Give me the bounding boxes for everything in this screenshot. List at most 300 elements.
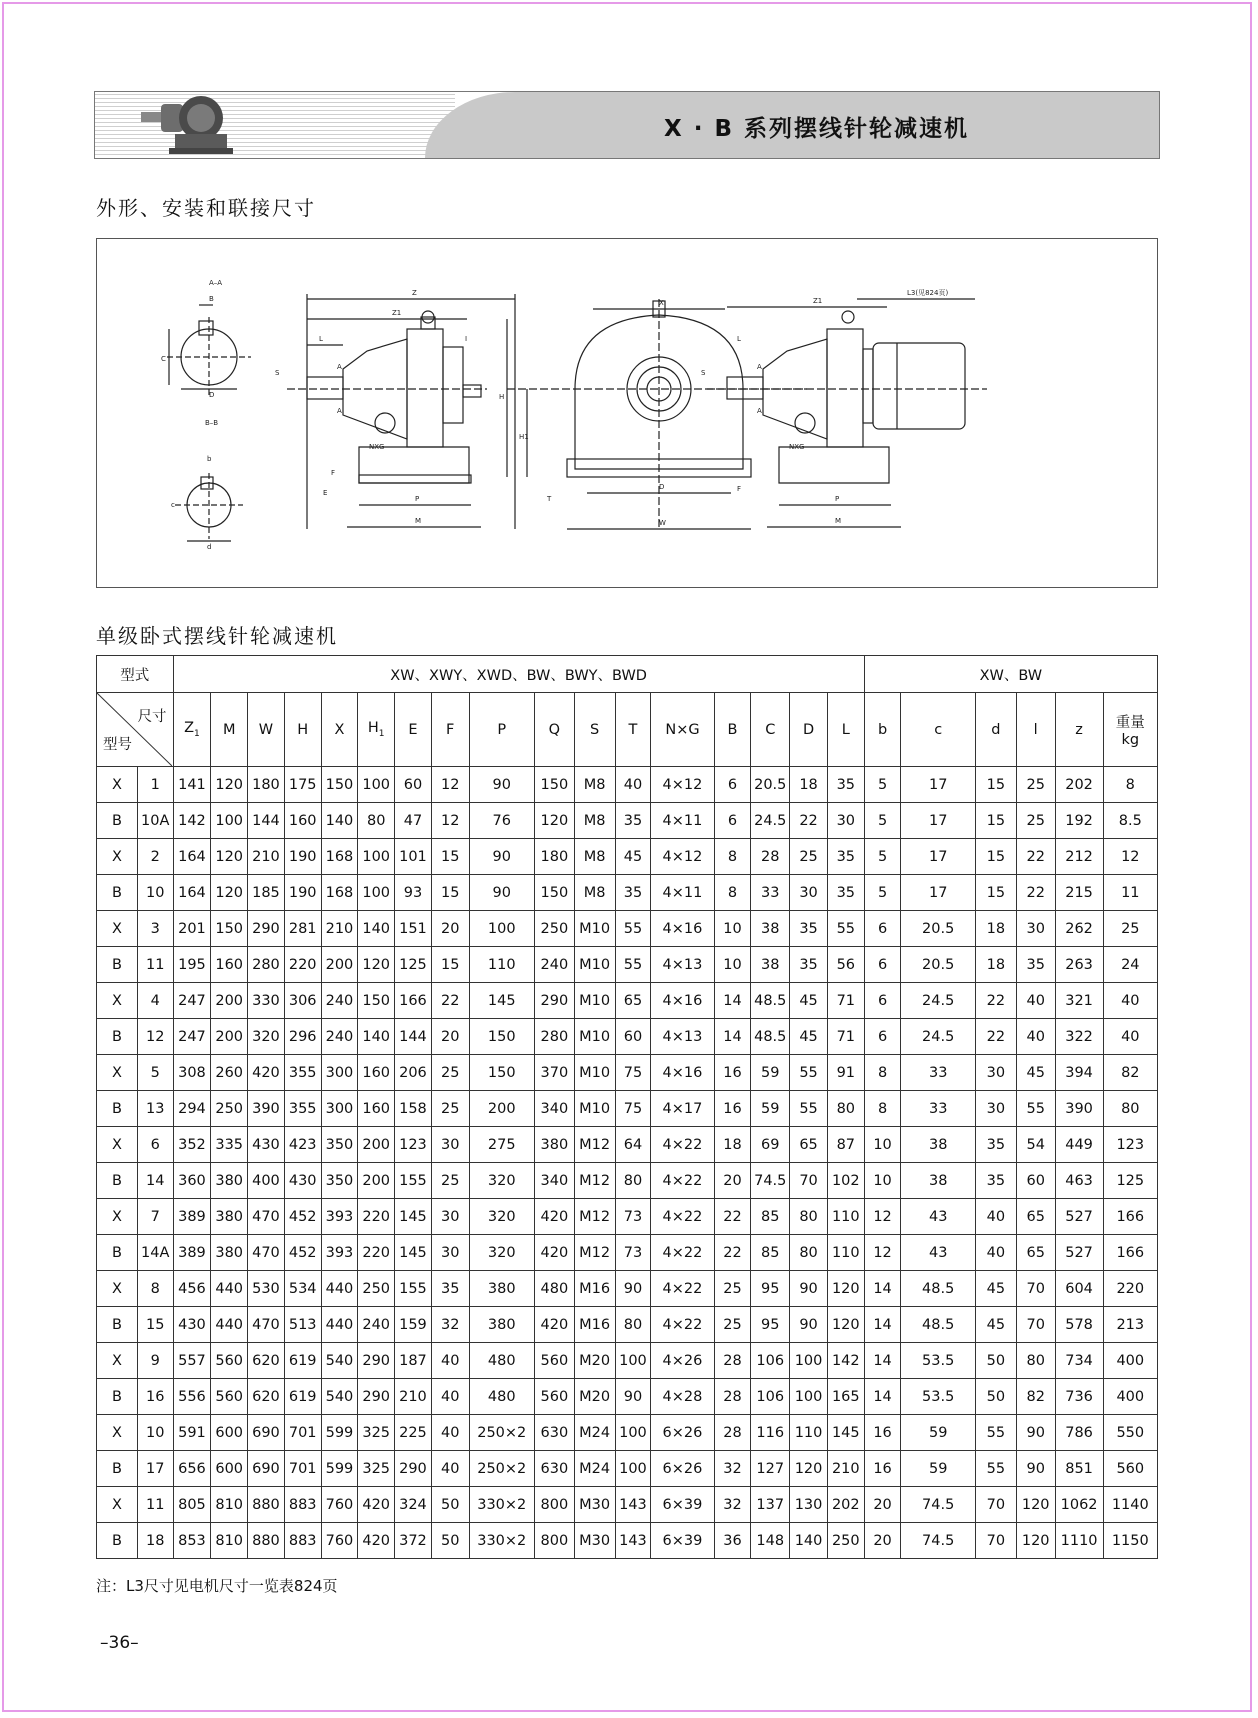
table-cell: 141 bbox=[173, 767, 211, 803]
header-type: 型式 bbox=[97, 656, 174, 693]
table-cell: 335 bbox=[211, 1127, 248, 1163]
table-cell: 280 bbox=[534, 1019, 574, 1055]
table-cell: 25 bbox=[431, 1055, 469, 1091]
table-cell: B bbox=[97, 875, 138, 911]
table-row bbox=[97, 1199, 1158, 1235]
table-row bbox=[97, 1415, 1158, 1451]
table-cell: 14 bbox=[864, 1379, 901, 1415]
table-cell: 18 bbox=[975, 911, 1016, 947]
table-cell: 166 bbox=[1103, 1235, 1157, 1271]
table-row bbox=[97, 839, 1158, 875]
table-cell: 2 bbox=[137, 839, 173, 875]
col-D: D bbox=[790, 693, 828, 767]
table-cell: 810 bbox=[211, 1523, 248, 1559]
table-cell: 125 bbox=[395, 947, 432, 983]
table-cell: 736 bbox=[1055, 1379, 1103, 1415]
table-cell: 150 bbox=[211, 911, 248, 947]
table-cell: 65 bbox=[1016, 1235, 1055, 1271]
table-cell: 463 bbox=[1055, 1163, 1103, 1199]
table-cell: 701 bbox=[284, 1451, 321, 1487]
table-cell: 145 bbox=[395, 1235, 432, 1271]
table-cell: 560 bbox=[534, 1343, 574, 1379]
table-cell: 85 bbox=[751, 1235, 790, 1271]
table-cell: 22 bbox=[975, 1019, 1016, 1055]
table-cell: 120 bbox=[1016, 1523, 1055, 1559]
table-cell: 142 bbox=[173, 803, 211, 839]
table-cell: 35 bbox=[827, 767, 864, 803]
table-cell: 45 bbox=[975, 1307, 1016, 1343]
table-cell: 40 bbox=[1016, 983, 1055, 1019]
table-cell: 1 bbox=[137, 767, 173, 803]
table-cell: 853 bbox=[173, 1523, 211, 1559]
table-cell: M20 bbox=[574, 1379, 615, 1415]
table-cell: 440 bbox=[211, 1307, 248, 1343]
table-cell: 10 bbox=[137, 875, 173, 911]
table-cell: 4×11 bbox=[651, 875, 714, 911]
table-cell: 150 bbox=[321, 767, 358, 803]
table-cell: 3 bbox=[137, 911, 173, 947]
table-cell: 35 bbox=[1016, 947, 1055, 983]
table-cell: 420 bbox=[358, 1487, 395, 1523]
table-cell: 100 bbox=[790, 1379, 828, 1415]
table-cell: 150 bbox=[358, 983, 395, 1019]
table-cell: 30 bbox=[1016, 911, 1055, 947]
table-cell: 25 bbox=[714, 1271, 751, 1307]
table-cell: 393 bbox=[321, 1235, 358, 1271]
table-cell: 43 bbox=[901, 1235, 976, 1271]
label-c: c bbox=[171, 501, 175, 509]
table-cell: 370 bbox=[534, 1055, 574, 1091]
table-cell: 290 bbox=[358, 1343, 395, 1379]
table-cell: 4×11 bbox=[651, 803, 714, 839]
table-cell: 470 bbox=[248, 1199, 285, 1235]
table-cell: 50 bbox=[431, 1523, 469, 1559]
table-cell: 22 bbox=[431, 983, 469, 1019]
table-cell: 210 bbox=[248, 839, 285, 875]
table-cell: 591 bbox=[173, 1415, 211, 1451]
table-cell: 630 bbox=[534, 1415, 574, 1451]
table-cell: M16 bbox=[574, 1271, 615, 1307]
table-row bbox=[97, 1307, 1158, 1343]
table-cell: M8 bbox=[574, 803, 615, 839]
table-cell: 100 bbox=[469, 911, 534, 947]
table-cell: X bbox=[97, 1343, 138, 1379]
table-cell: 48.5 bbox=[901, 1271, 976, 1307]
table-cell: 390 bbox=[1055, 1091, 1103, 1127]
table-cell: 71 bbox=[827, 1019, 864, 1055]
table-cell: 91 bbox=[827, 1055, 864, 1091]
table-cell: 12 bbox=[864, 1235, 901, 1271]
table-cell: X bbox=[97, 1127, 138, 1163]
table-cell: 449 bbox=[1055, 1127, 1103, 1163]
label-d: d bbox=[207, 543, 212, 551]
table-cell: 220 bbox=[284, 947, 321, 983]
table-cell: 440 bbox=[321, 1307, 358, 1343]
table-cell: 55 bbox=[1016, 1091, 1055, 1127]
table-cell: 14 bbox=[137, 1163, 173, 1199]
table-cell: 35 bbox=[431, 1271, 469, 1307]
table-cell: 143 bbox=[615, 1523, 651, 1559]
table-cell: 33 bbox=[751, 875, 790, 911]
table-cell: 33 bbox=[901, 1091, 976, 1127]
table-cell: B bbox=[97, 1451, 138, 1487]
col-S: S bbox=[574, 693, 615, 767]
table-cell: 5 bbox=[137, 1055, 173, 1091]
table-cell: 82 bbox=[1103, 1055, 1157, 1091]
table-cell: 110 bbox=[790, 1415, 828, 1451]
table-cell: 151 bbox=[395, 911, 432, 947]
table-cell: 786 bbox=[1055, 1415, 1103, 1451]
table-cell: 166 bbox=[395, 983, 432, 1019]
table-cell: 200 bbox=[321, 947, 358, 983]
table-cell: 360 bbox=[173, 1163, 211, 1199]
table-cell: 148 bbox=[751, 1523, 790, 1559]
table-cell: 120 bbox=[790, 1451, 828, 1487]
table-cell: 123 bbox=[395, 1127, 432, 1163]
table-cell: 150 bbox=[469, 1055, 534, 1091]
table-cell: 210 bbox=[395, 1379, 432, 1415]
table-cell: 190 bbox=[284, 875, 321, 911]
table-cell: 35 bbox=[615, 803, 651, 839]
table-cell: 47 bbox=[395, 803, 432, 839]
label-P: P bbox=[415, 495, 420, 503]
table-row bbox=[97, 767, 1158, 803]
label-front-D: D bbox=[659, 483, 665, 491]
table-cell: 100 bbox=[615, 1343, 651, 1379]
table-cell: 142 bbox=[827, 1343, 864, 1379]
table-cell: 140 bbox=[321, 803, 358, 839]
table-cell: 200 bbox=[469, 1091, 534, 1127]
table-cell: 25 bbox=[790, 839, 828, 875]
table-cell: 40 bbox=[431, 1451, 469, 1487]
table-cell: 5 bbox=[864, 767, 901, 803]
table-cell: 420 bbox=[534, 1235, 574, 1271]
table-cell: 53.5 bbox=[901, 1379, 976, 1415]
table-cell: 53.5 bbox=[901, 1343, 976, 1379]
table-cell: 55 bbox=[615, 911, 651, 947]
table-cell: 70 bbox=[790, 1163, 828, 1199]
table-cell: M8 bbox=[574, 767, 615, 803]
table-cell: 1110 bbox=[1055, 1523, 1103, 1559]
table-row bbox=[97, 947, 1158, 983]
table-cell: 880 bbox=[248, 1487, 285, 1523]
label-L3: L3(见824页) bbox=[907, 289, 949, 297]
table-cell: 80 bbox=[790, 1235, 828, 1271]
table-cell: 40 bbox=[431, 1415, 469, 1451]
table-cell: 90 bbox=[790, 1307, 828, 1343]
table-cell: 527 bbox=[1055, 1235, 1103, 1271]
table-cell: M24 bbox=[574, 1415, 615, 1451]
table-cell: 355 bbox=[284, 1055, 321, 1091]
table-cell: 160 bbox=[211, 947, 248, 983]
table-cell: 275 bbox=[469, 1127, 534, 1163]
table-cell: M12 bbox=[574, 1199, 615, 1235]
label-key-width-B: B bbox=[209, 295, 214, 303]
table-cell: M10 bbox=[574, 1055, 615, 1091]
table-cell: 101 bbox=[395, 839, 432, 875]
col-H: H bbox=[284, 693, 321, 767]
table-cell: 120 bbox=[211, 839, 248, 875]
table-cell: 16 bbox=[864, 1451, 901, 1487]
table-cell: 90 bbox=[615, 1379, 651, 1415]
label-motor-Z1: Z1 bbox=[813, 297, 823, 305]
table-cell: 175 bbox=[284, 767, 321, 803]
table-cell: 30 bbox=[975, 1091, 1016, 1127]
table-cell: 550 bbox=[1103, 1415, 1157, 1451]
table-cell: 164 bbox=[173, 839, 211, 875]
table-cell: 45 bbox=[1016, 1055, 1055, 1091]
table-cell: 59 bbox=[901, 1415, 976, 1451]
table-cell: 145 bbox=[469, 983, 534, 1019]
table-cell: 470 bbox=[248, 1235, 285, 1271]
label-D: D bbox=[209, 391, 215, 399]
table-cell: 389 bbox=[173, 1199, 211, 1235]
label-C: C bbox=[161, 355, 166, 363]
label-bb: B–B bbox=[205, 419, 219, 427]
table-cell: 40 bbox=[975, 1199, 1016, 1235]
table-cell: 701 bbox=[284, 1415, 321, 1451]
table-cell: M16 bbox=[574, 1307, 615, 1343]
table-cell: 28 bbox=[714, 1415, 751, 1451]
table-cell: X bbox=[97, 1055, 138, 1091]
table-cell: M10 bbox=[574, 947, 615, 983]
page-title: X · B 系列摆线针轮减速机 bbox=[663, 116, 969, 142]
table-cell: 106 bbox=[751, 1343, 790, 1379]
table-cell: 40 bbox=[615, 767, 651, 803]
table-cell: 1062 bbox=[1055, 1487, 1103, 1523]
table-cell: 70 bbox=[975, 1523, 1016, 1559]
table-cell: 48.5 bbox=[751, 1019, 790, 1055]
table-cell: 6 bbox=[714, 767, 751, 803]
table-cell: 15 bbox=[431, 947, 469, 983]
table-cell: 180 bbox=[534, 839, 574, 875]
table-cell: X bbox=[97, 911, 138, 947]
col-P: P bbox=[469, 693, 534, 767]
table-cell: 220 bbox=[358, 1199, 395, 1235]
table-cell: 18 bbox=[790, 767, 828, 803]
table-cell: 620 bbox=[248, 1343, 285, 1379]
table-cell: 540 bbox=[321, 1343, 358, 1379]
header-banner bbox=[94, 91, 1160, 159]
table-cell: 165 bbox=[827, 1379, 864, 1415]
table-cell: 22 bbox=[790, 803, 828, 839]
header-group-all-models: XW、XWY、XWD、BW、BWY、BWD bbox=[173, 656, 864, 693]
table-cell: 14A bbox=[137, 1235, 173, 1271]
table-cell: M30 bbox=[574, 1523, 615, 1559]
table-cell: 10 bbox=[864, 1163, 901, 1199]
table-cell: 420 bbox=[248, 1055, 285, 1091]
table-cell: 325 bbox=[358, 1451, 395, 1487]
table-cell: 90 bbox=[1016, 1415, 1055, 1451]
table-cell: 294 bbox=[173, 1091, 211, 1127]
table-cell: 160 bbox=[358, 1055, 395, 1091]
table-cell: 168 bbox=[321, 839, 358, 875]
table-cell: 4×22 bbox=[651, 1271, 714, 1307]
table-cell: 15 bbox=[975, 839, 1016, 875]
table-cell: 20 bbox=[431, 1019, 469, 1055]
header-model: 型号 bbox=[103, 737, 132, 753]
table-cell: 102 bbox=[827, 1163, 864, 1199]
table-cell: 155 bbox=[395, 1271, 432, 1307]
table-cell: 690 bbox=[248, 1415, 285, 1451]
table-cell: X bbox=[97, 767, 138, 803]
table-cell: 430 bbox=[284, 1163, 321, 1199]
table-cell: 4×13 bbox=[651, 1019, 714, 1055]
table-cell: 6×26 bbox=[651, 1451, 714, 1487]
table-cell: 281 bbox=[284, 911, 321, 947]
table-cell: 372 bbox=[395, 1523, 432, 1559]
table-cell: 4×22 bbox=[651, 1163, 714, 1199]
table-cell: 22 bbox=[975, 983, 1016, 1019]
table-cell: 202 bbox=[827, 1487, 864, 1523]
table-cell: 18 bbox=[137, 1523, 173, 1559]
label-motor-S: S bbox=[701, 369, 706, 377]
table-cell: 800 bbox=[534, 1487, 574, 1523]
table-cell: 32 bbox=[431, 1307, 469, 1343]
table-cell: 40 bbox=[431, 1343, 469, 1379]
table-cell: 25 bbox=[1103, 911, 1157, 947]
table-cell: 260 bbox=[211, 1055, 248, 1091]
table-cell: 380 bbox=[211, 1163, 248, 1199]
table-cell: 70 bbox=[1016, 1307, 1055, 1343]
table-cell: 50 bbox=[431, 1487, 469, 1523]
table-cell: 38 bbox=[751, 947, 790, 983]
table-cell: 324 bbox=[395, 1487, 432, 1523]
table-cell: B bbox=[97, 1019, 138, 1055]
table-cell: 380 bbox=[534, 1127, 574, 1163]
table-cell: 5 bbox=[864, 839, 901, 875]
table-cell: 140 bbox=[358, 911, 395, 947]
table-cell: 17 bbox=[137, 1451, 173, 1487]
table-cell: 604 bbox=[1055, 1271, 1103, 1307]
col-X: X bbox=[321, 693, 358, 767]
table-cell: 17 bbox=[901, 875, 976, 911]
table-cell: 10 bbox=[714, 911, 751, 947]
table-cell: 100 bbox=[211, 803, 248, 839]
table-cell: 120 bbox=[211, 875, 248, 911]
table-cell: 35 bbox=[615, 875, 651, 911]
table-cell: M10 bbox=[574, 911, 615, 947]
table-cell: 11 bbox=[1103, 875, 1157, 911]
table-cell: 619 bbox=[284, 1343, 321, 1379]
table-cell: 143 bbox=[615, 1487, 651, 1523]
label-Z1: Z1 bbox=[392, 309, 402, 317]
table-cell: 20 bbox=[864, 1523, 901, 1559]
table-cell: 45 bbox=[615, 839, 651, 875]
reducer-photo-icon bbox=[139, 94, 239, 156]
label-X: X bbox=[659, 299, 664, 307]
table-cell: 6×39 bbox=[651, 1523, 714, 1559]
section-title-single-stage: 单级卧式摆线针轮减速机 bbox=[96, 624, 338, 648]
table-cell: 150 bbox=[469, 1019, 534, 1055]
table-cell: 74.5 bbox=[751, 1163, 790, 1199]
table-cell: 180 bbox=[248, 767, 285, 803]
table-cell: 30 bbox=[431, 1127, 469, 1163]
label-aa: A–A bbox=[209, 279, 223, 287]
table-cell: 120 bbox=[1016, 1487, 1055, 1523]
table-cell: 800 bbox=[534, 1523, 574, 1559]
col-c: c bbox=[901, 693, 976, 767]
table-cell: 600 bbox=[211, 1451, 248, 1487]
table-cell: 18 bbox=[714, 1127, 751, 1163]
table-cell: 320 bbox=[248, 1019, 285, 1055]
table-cell: B bbox=[97, 1523, 138, 1559]
diagonal-line bbox=[97, 693, 172, 766]
table-cell: 28 bbox=[751, 839, 790, 875]
table-cell: 16 bbox=[137, 1379, 173, 1415]
table-row bbox=[97, 1487, 1158, 1523]
section-title-dimensions: 外形、安装和联接尺寸 bbox=[96, 196, 316, 220]
table-cell: 30 bbox=[827, 803, 864, 839]
table-cell: 75 bbox=[615, 1091, 651, 1127]
label-E: E bbox=[323, 489, 328, 497]
table-cell: 250 bbox=[827, 1523, 864, 1559]
table-cell: 110 bbox=[469, 947, 534, 983]
table-cell: 80 bbox=[1103, 1091, 1157, 1127]
label-motor-F: F bbox=[737, 485, 742, 493]
table-cell: 15 bbox=[431, 839, 469, 875]
table-cell: 213 bbox=[1103, 1307, 1157, 1343]
label-motor-A-bottom: A bbox=[757, 407, 762, 415]
table-cell: B bbox=[97, 1307, 138, 1343]
table-cell: 630 bbox=[534, 1451, 574, 1487]
table-cell: 620 bbox=[248, 1379, 285, 1415]
table-cell: 90 bbox=[1016, 1451, 1055, 1487]
table-cell: 11 bbox=[137, 1487, 173, 1523]
table-cell: 560 bbox=[534, 1379, 574, 1415]
table-cell: 100 bbox=[790, 1343, 828, 1379]
table-cell: 100 bbox=[615, 1451, 651, 1487]
label-H1: H1 bbox=[519, 433, 529, 441]
table-cell: 290 bbox=[358, 1379, 395, 1415]
table-cell: 20.5 bbox=[901, 947, 976, 983]
table-cell: 300 bbox=[321, 1055, 358, 1091]
table-cell: 17 bbox=[901, 767, 976, 803]
header-group-xw-bw: XW、BW bbox=[864, 656, 1157, 693]
page-number: –36– bbox=[100, 1633, 139, 1653]
table-cell: 120 bbox=[827, 1307, 864, 1343]
table-cell: 220 bbox=[358, 1235, 395, 1271]
table-cell: 69 bbox=[751, 1127, 790, 1163]
table-cell: 4×28 bbox=[651, 1379, 714, 1415]
label-M: M bbox=[415, 517, 422, 525]
table-cell: 240 bbox=[321, 1019, 358, 1055]
table-cell: 80 bbox=[790, 1199, 828, 1235]
table-cell: 192 bbox=[1055, 803, 1103, 839]
table-cell: 400 bbox=[248, 1163, 285, 1199]
table-row bbox=[97, 1091, 1158, 1127]
table-cell: 805 bbox=[173, 1487, 211, 1523]
table-cell: 10 bbox=[137, 1415, 173, 1451]
table-cell: 25 bbox=[431, 1163, 469, 1199]
table-cell: 80 bbox=[1016, 1343, 1055, 1379]
drawing-svg bbox=[97, 239, 1159, 589]
table-row bbox=[97, 1451, 1158, 1487]
table-cell: M24 bbox=[574, 1451, 615, 1487]
table-row bbox=[97, 1163, 1158, 1199]
label-L: L bbox=[319, 335, 323, 343]
table-cell: 22 bbox=[714, 1199, 751, 1235]
table-cell: 55 bbox=[615, 947, 651, 983]
table-cell: 64 bbox=[615, 1127, 651, 1163]
table-cell: 80 bbox=[358, 803, 395, 839]
table-row bbox=[97, 803, 1158, 839]
table-cell: 340 bbox=[534, 1091, 574, 1127]
table-cell: 619 bbox=[284, 1379, 321, 1415]
label-motor-L: L bbox=[737, 335, 741, 343]
label-motor-NXG: NXG bbox=[789, 443, 805, 451]
table-cell: 4 bbox=[137, 983, 173, 1019]
